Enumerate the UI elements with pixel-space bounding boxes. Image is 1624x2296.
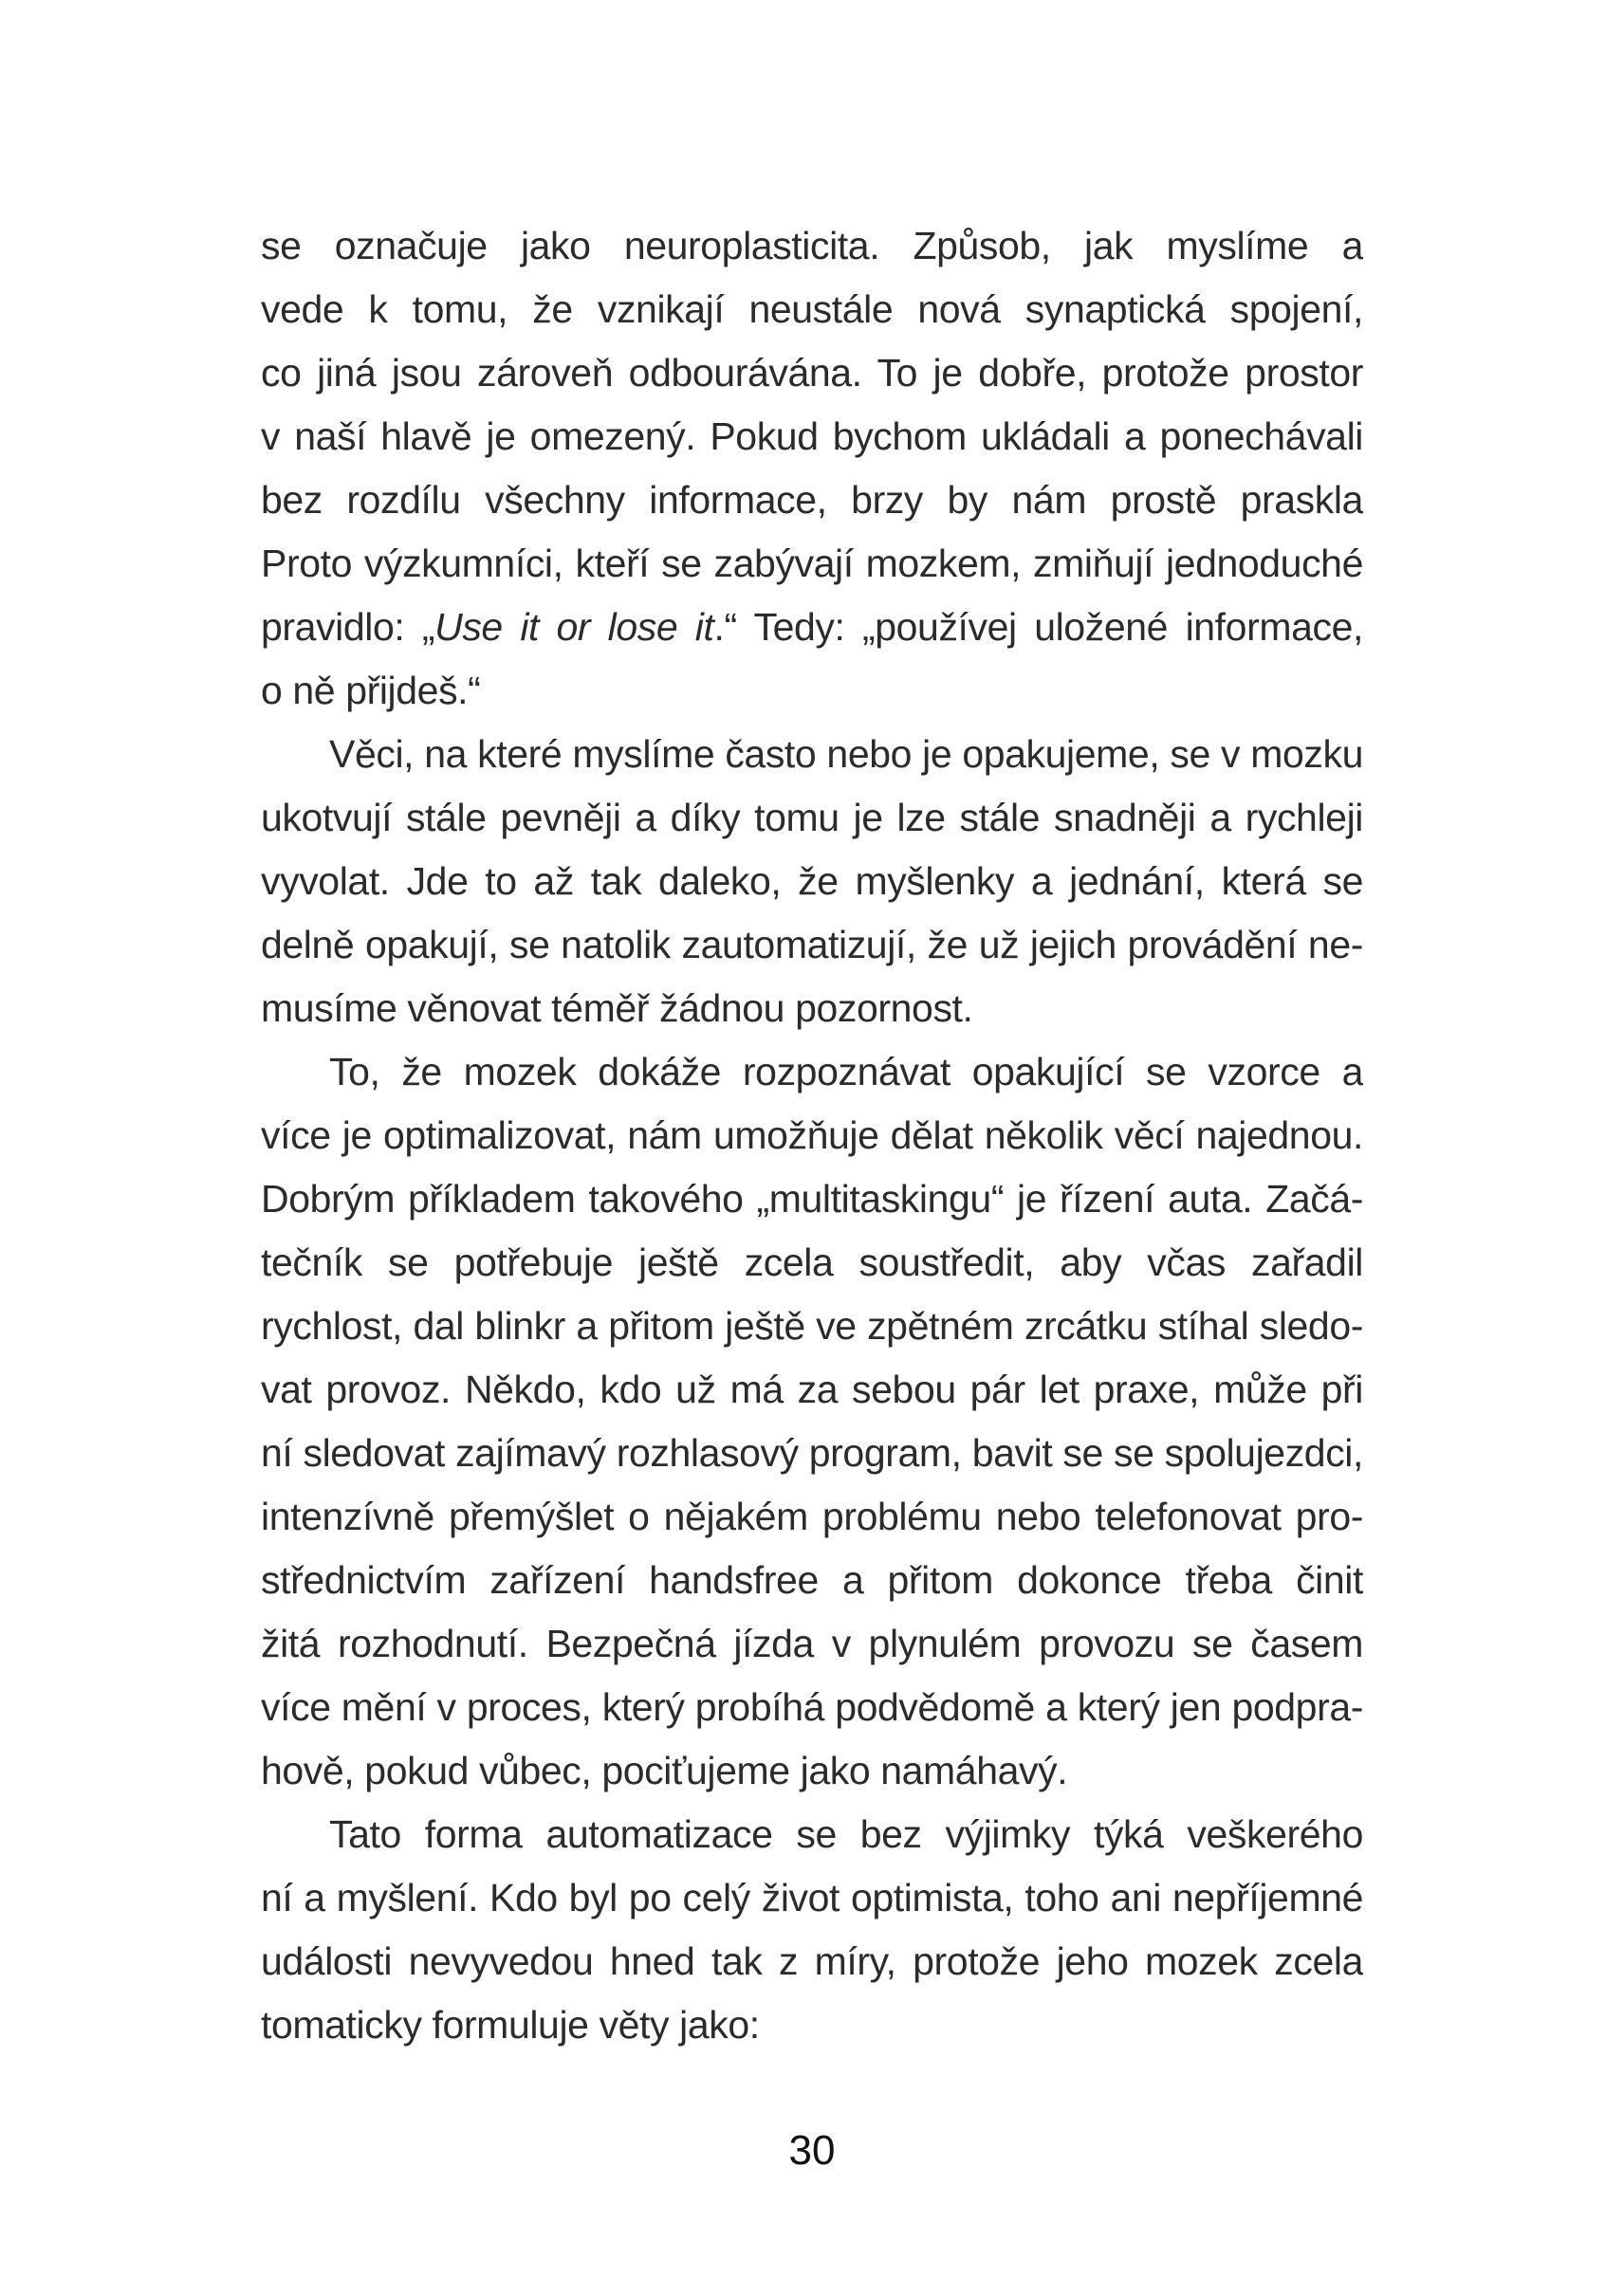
text-line: se označuje jako neuroplasticita. Způsob, jak myslíme a — [261, 224, 1363, 267]
text-line: rychlost, dal blinkr a přitom ještě ve zpětném zrcátku stíhal sledo- — [261, 1304, 1363, 1348]
text-line: v naší hlavě je omezený. Pokud bychom ukládali a ponechávali — [261, 414, 1363, 458]
text-line: ukotvují stále pevněji a díky tomu je lze stále snadněji a rychleji — [261, 796, 1363, 839]
paragraph — [261, 723, 1363, 1040]
paragraph — [261, 214, 1363, 723]
text-line: vede k tomu, že vznikají neustále nová synaptická spojení, — [261, 287, 1363, 331]
paragraph — [261, 1040, 1363, 1803]
body-text — [261, 214, 1363, 2057]
italic-phrase: Use it or lose it — [434, 605, 714, 649]
text-line: žitá rozhodnutí. Bezpečná jízda v plynulém provozu se časem — [261, 1622, 1363, 1665]
text-line: Tato forma automatizace se bez výjimky týká veškerého — [329, 1812, 1363, 1856]
text-line: střednictvím zařízení handsfree a přitom dokonce třeba činit — [261, 1558, 1363, 1602]
text-line: hově, pokud vůbec, pociťujeme jako namáhavý. — [261, 1749, 1068, 1792]
text-line: vat provoz. Někdo, kdo už má za sebou pár let praxe, může při — [261, 1368, 1363, 1411]
text-line: ní a myšlení. Kdo byl po celý život optimista, toho ani nepříjemné — [261, 1876, 1363, 1919]
text-line: Proto výzkumníci, kteří se zabývají mozkem, zmiňují jednoduché — [261, 542, 1363, 585]
text-line: více mění v proces, který probíhá podvědomě a který jen podpra- — [261, 1685, 1363, 1729]
text-segment: pravidlo: „ — [261, 605, 435, 649]
text-segment: .“ Tedy: „používej uložené informace, — [713, 605, 1363, 649]
text-line: Dobrým příkladem takového „multitaskingu“ je řízení auta. Začá- — [261, 1177, 1363, 1221]
text-line: tomaticky formuluje věty jako: — [261, 2003, 760, 2047]
text-line: vyvolat. Jde to až tak daleko, že myšlenky a jednání, která se — [261, 859, 1363, 903]
text-line: o ně přijdeš.“ — [261, 669, 481, 712]
text-line: více je optimalizovat, nám umožňuje dělat několik věcí najednou. — [261, 1113, 1363, 1157]
paragraph — [261, 1803, 1363, 2057]
text-line: bez rozdílu všechny informace, brzy by nám prostě praskla — [261, 478, 1363, 522]
text-line — [261, 596, 1363, 659]
text-line: delně opakují, se natolik zautomatizují, že už jejich provádění ne- — [261, 923, 1363, 966]
text-line: události nevyvedou hned tak z míry, protože jeho mozek zcela — [261, 1939, 1363, 1983]
text-line: intenzívně přemýšlet o nějakém problému nebo telefonovat pro- — [261, 1495, 1363, 1538]
text-line: co jiná jsou zároveň odbourávána. To je dobře, protože prostor — [261, 351, 1363, 395]
text-line: tečník se potřebuje ještě zcela soustředit, aby včas zařadil — [261, 1240, 1363, 1284]
text-line: Věci, na které myslíme často nebo je opakujeme, se v mozku — [329, 732, 1363, 776]
text-line: musíme věnovat téměř žádnou pozornost. — [261, 986, 973, 1030]
page-number: 30 — [788, 2127, 836, 2174]
text-line: ní sledovat zajímavý rozhlasový program, bavit se se spolujezdci, — [261, 1431, 1363, 1475]
text-line: To, že mozek dokáže rozpoznávat opakující se vzorce a — [329, 1050, 1363, 1093]
